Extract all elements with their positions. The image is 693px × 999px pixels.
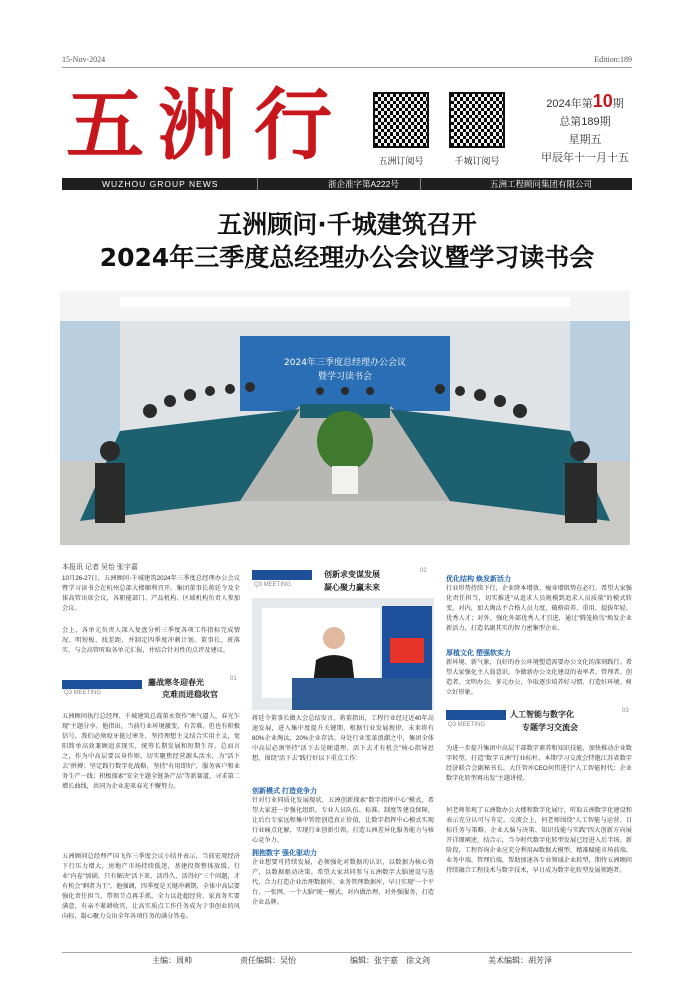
art-editor: 美术编辑：胡芳泽 [488, 956, 552, 965]
total-issue: 总第189期 [559, 116, 611, 128]
banner-english: WUZHOU GROUP NEWS [102, 179, 219, 189]
section-2-tag-bar [252, 570, 312, 580]
section-3-tag-bar [446, 710, 506, 720]
section-2-title-1: 创新求变谋发展 [324, 570, 380, 579]
headline-line-2: 2024年三季度总经理办公会议暨学习读书会 [99, 243, 595, 272]
newspaper-logo [66, 80, 356, 170]
section-2-header [252, 568, 430, 592]
qr-wuzhou[interactable] [373, 92, 429, 148]
byline: 本报讯 记者 吴怡 张宇嘉 [62, 564, 138, 571]
col1-paragraph-1: 10月26-27日，五洲顾问·千城建筑2024年三季度总经理办公会议暨学习读书会在杭州总部大楼顺利召开。集团董事长蒋廷令及全体高管出席会议，各职能部门、产品机构、区域机构负责人参加会议。 [62, 575, 240, 612]
qr-code-icon [449, 92, 505, 148]
section-2-tag: Q3 MEETING [254, 582, 292, 588]
col3-paragraph-1: 行业形势持续下行，企业降本增效、瘦身增肌势在必行。希望大家强化责任担当，切实推进"从追求人员规模到追求人员质量"的模式转变。对内，加大淘汰不合格人员力度，破格培养、重用、提拔年轻、优秀人才；对外，强化外部优秀人才引进，通过"腾笼换鸟"焕发企业新活力，打造名副其实的智力密集型企业。 [446, 585, 632, 632]
col3-paragraph-4: 何老师参观了五洲数办公大楼和数字化展厅，听取五洲数字化建设和表示充分认可与肯定。交流会上，何老师围绕"人工智能与运营、目标任务与策略、企业大脑与决策、知识技能与实践"四大创新方向展开详细阐述，结合示，当今时代数字化转型发展已经进入后半场、新阶段，工程咨询企业应充分利用AI数据大模型，精准赋能市场前端、业务中端、管理后端，帮助加速各专业领域企业转型，期待五洲顾问持续融合工程技术与数字技术，早日成为数字化转型发展领跑者。 [446, 807, 632, 874]
section-1-number: 01 [230, 676, 237, 682]
col1-paragraph-3: 五洲顾问执行总经理、千城建筑总裁董永资作"寒气逼人，春光乍现"主题分享。他指出，当前行业环境激变，有苦难，但也有积极信号，我们必须咬牙挺过寒冬，坚持理想主义结合实用主义，宽阳简单高效兼顾追求现实，统筹长期发展和短期生存。总而言之，作为中高层要以身作则，切实聚焦经营源头活水，为"活下去"拼搏；坚定践行数字化战略，坚持"有用即好"，服务客户和业务生产一线；积极探索"安全主题全链条产品"等新赛道，寻求第二增长曲线，共同为企业迎来春光不懈努力。 [62, 713, 240, 790]
issue-number: 10 [592, 91, 613, 111]
responsible-editor: 责任编辑：吴怡 [240, 956, 296, 965]
lunar-date: 甲辰年十一月十五 [541, 152, 629, 164]
section-3-title-2: 专题学习交流会 [522, 723, 578, 732]
col2-paragraph-1: 蒋廷令董事长做大会总结发言。蒋董指出，工程行业经过近40年高速发展，进入集中度提升关键期，根据行业发展规律，未来将有80%企业淘汰，20%企业存活。身处行业变革浪潮之中，集团全体中高层必须坚持"活下去是硬道理、活下去才有机会"核心指导思想，围绕"活下去"践行好以下重点工作： [252, 715, 434, 762]
section-3-number: 03 [622, 708, 629, 714]
col1-paragraph-2: 会上，各单元负责人深入复盘分析三季度各项工作指标完成情况、明短板、找差距，并制定四季度冲刺计划。董事长、班落实，与会高管听取各单元汇报，并结合针对性的点评及建议。 [62, 627, 240, 654]
section-2-number: 02 [420, 568, 427, 574]
edition-number: Edition:189 [594, 55, 632, 64]
screen-text-2: 暨学习读书会 [317, 372, 373, 382]
banner-divider [257, 178, 258, 190]
col2-paragraph-2: 针对行业同质化发展现状，五洲创新探索"数字指挥中心"模式，希望大家进一步强化组织、专业人员队伍、标准、制度等建设保障，让后台专家远程集中管控创造真正价值，让数字指挥中心模式实现行业痛点化解，实现行业创新引领，打造五洲差异化服务能力与核心竞争力。 [252, 797, 434, 844]
col2-subhead-1: 创新模式 打造竞争力 [252, 788, 317, 795]
issue-info [535, 92, 635, 167]
col3-subhead-1: 优化结构 焕发新活力 [446, 576, 511, 583]
col3-paragraph-3: 为进一步提升集团中高层干部数字素养和知识技能，加快推动企业数字转型，打造"数字五洲"行业标杆。本期学习交流会特邀江苏省数字经济联合会副秘书长、大任智库CEO何伟进行"人工智能时代：企业数字化转型再出发"主题讲授。 [446, 745, 632, 782]
banner-divider [420, 178, 421, 190]
section-1-tag: Q3 MEETING [64, 690, 102, 696]
section-1-header [62, 676, 240, 699]
chief-editor: 主编：周帅 [152, 956, 192, 965]
meeting-photo [60, 291, 630, 545]
banner-company: 五洲工程顾问集团有限公司 [490, 179, 593, 189]
section-3-tag: Q3 MEETING [448, 722, 486, 728]
qr-qiancheng[interactable] [449, 92, 505, 148]
col1-paragraph-4: 五洲顾问总经理严国飞作三季度会议小结并表示，当前宏观经济下行压力增大，房地产市场持续低迷，基建投资整体放缓，行业"内卷"加剧，只有解决"活下来、活得久、活得好"三个问题，才有机会"剩者为王"。他强调，四季度是关键冲刺期，全体中高层要强化责任担当，带领节点再手抓，全力以赴超经营，家真务实要满意，有亲不紧耕收官，让高实质点工作任务成为于事创业的风向标，凝心聚力交出全年各项任务的满分答卷。 [62, 853, 240, 920]
section-1-tag-bar [62, 680, 142, 689]
col3-subhead-2: 厚植文化 塑强软实力 [446, 650, 511, 657]
issue-suffix: 期 [612, 98, 624, 110]
logo-glyph-3: 行 [254, 80, 333, 170]
issue-prefix: 2024年第 [546, 98, 593, 110]
footer-divider [62, 952, 632, 953]
issue-number-line [535, 92, 635, 113]
section-1-title-2: 克难而进稳收官 [162, 690, 218, 699]
qr-wuzhou-label: 五洲订阅号 [378, 156, 424, 166]
headline-line-1: 五洲顾问·千城建筑召开 [217, 210, 477, 239]
weekday: 星期五 [568, 134, 602, 146]
col2-subhead-2: 拥抱数字 强化驱动力 [252, 850, 317, 857]
section-2-title-2: 凝心聚力赢未来 [324, 583, 380, 592]
banner-license: 浙企准字第A222号 [328, 179, 399, 189]
top-divider [62, 67, 632, 68]
qr-qiancheng-label: 千城订阅号 [454, 156, 500, 166]
logo-glyph-1: 五 [66, 80, 145, 170]
editors: 编辑：张宇嘉 徐文剑 [350, 956, 430, 965]
headline [62, 208, 632, 274]
col3-paragraph-2: 新环境、新气象，良好的办公环境塑造需要办公文化的深刻践行。希望大家强化主人翁意识，争做新办公文化建设的表率者、管理者、创造者、文明办公、多元办公，争取逐步培养好习惯、打造好环境、树立好形象。 [446, 659, 632, 696]
qr-code-icon [373, 92, 429, 148]
section-3-header [446, 708, 632, 732]
issue-date: 15-Nov-2024 [62, 55, 106, 64]
masthead-banner [62, 178, 632, 190]
logo-glyph-2: 洲 [158, 80, 237, 170]
speaker-photo [252, 598, 434, 710]
section-1-title-1: 鏖战寒冬迎春光 [148, 678, 204, 687]
col2-paragraph-3: 企业想要可持续发展，必须强化对数据的认识，以数据为核心资产，以数据驱动决策。希望大家共同参与五洲数字大脑建设与迭代，合力打造企业治理数据库、业务管理数据库，早日实现"一个平台、一张网、一个大脑"统一模式，对内做治理，对外强服务，打造企业品牌。 [252, 859, 434, 906]
screen-text-1: 2024年三季度总经理办公会议 [284, 358, 406, 368]
section-3-title-1: 人工智能与数字化 [510, 710, 574, 719]
